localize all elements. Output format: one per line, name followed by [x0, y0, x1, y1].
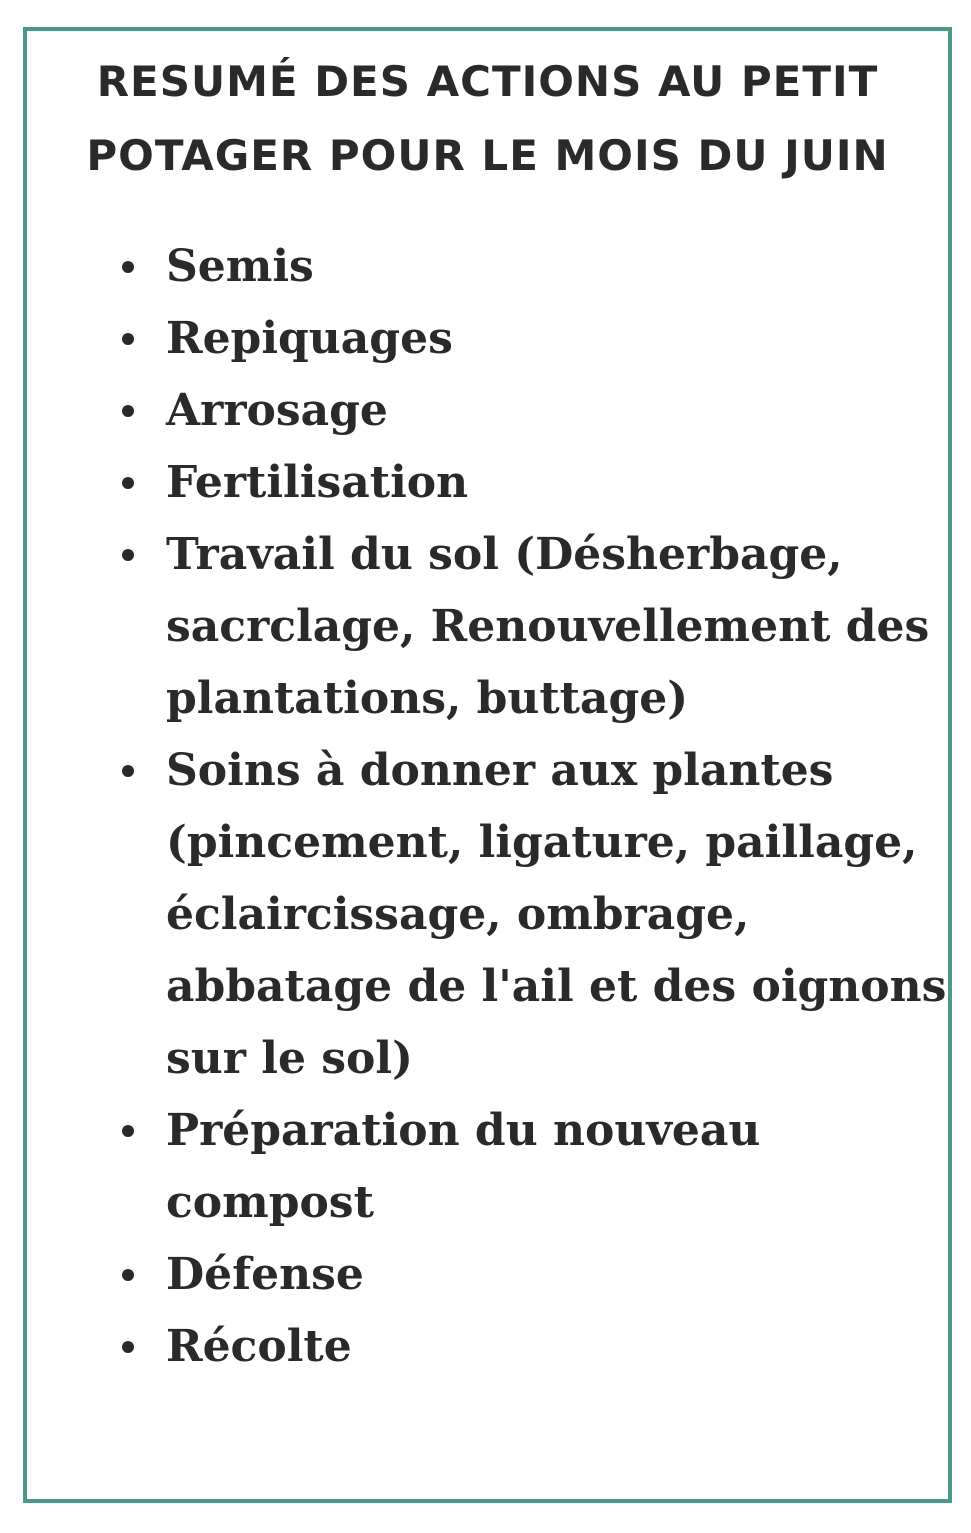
item-text: compost [166, 1177, 374, 1228]
list-item [166, 1239, 948, 1311]
item-text: Travail du sol (Désherbage, [166, 529, 843, 580]
title-line-1: RESUMÉ DES ACTIONS AU PETIT [96, 57, 879, 106]
bullet-icon [122, 1341, 134, 1353]
bullet-icon [122, 261, 134, 273]
list-item [166, 1311, 948, 1383]
actions-list [27, 231, 948, 1383]
list-item [166, 1095, 948, 1239]
bullet-icon [122, 549, 134, 561]
list-item [166, 303, 948, 375]
title-line-2: POTAGER POUR LE MOIS DU JUIN [86, 131, 889, 180]
item-text: Semis [166, 241, 314, 292]
bullet-icon [122, 765, 134, 777]
summary-card [23, 27, 952, 1503]
item-text: sacrclage, Renouvellement des [166, 601, 930, 652]
bullet-icon [122, 1269, 134, 1281]
page-title [27, 45, 948, 193]
list-item [166, 735, 948, 1095]
list-item [166, 447, 948, 519]
item-text: plantations, buttage) [166, 673, 689, 724]
list-item [166, 375, 948, 447]
list-item [166, 231, 948, 303]
item-text: éclaircissage, ombrage, [166, 889, 750, 940]
bullet-icon [122, 333, 134, 345]
bullet-icon [122, 405, 134, 417]
item-text: (pincement, ligature, paillage, [166, 817, 918, 868]
item-text: Arrosage [166, 385, 388, 436]
item-text: Repiquages [166, 313, 453, 364]
bullet-icon [122, 1125, 134, 1137]
list-item [166, 519, 948, 735]
item-text: Fertilisation [166, 457, 469, 508]
item-text: Récolte [166, 1321, 352, 1372]
item-text: abbatage de l'ail et des oignons [166, 961, 947, 1012]
bullet-icon [122, 477, 134, 489]
item-text: sur le sol) [166, 1033, 413, 1084]
item-text: Soins à donner aux plantes [166, 745, 834, 796]
item-text: Préparation du nouveau [166, 1105, 761, 1156]
item-text: Défense [166, 1249, 364, 1300]
